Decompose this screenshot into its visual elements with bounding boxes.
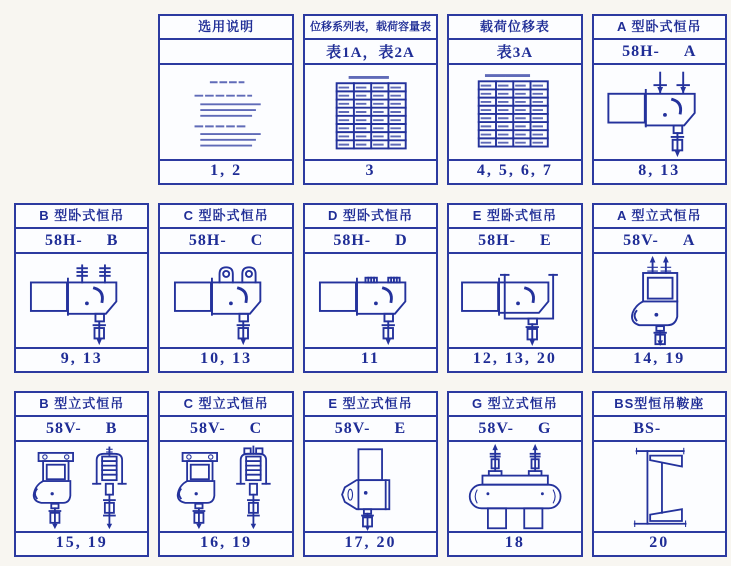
page-numbers: 14, 19: [594, 347, 725, 371]
model-letter: B: [105, 419, 118, 437]
page-numbers: 9, 13: [16, 347, 147, 371]
model-code-row: [305, 229, 436, 254]
type-g-vertical-hanger-drawing: [449, 442, 580, 531]
mini-data-table-drawing: [449, 65, 580, 159]
card-type-e-vertical: [303, 391, 438, 557]
model-code: 58H-: [622, 42, 660, 60]
page-numbers: 20: [594, 531, 725, 555]
model-code: 58V-: [46, 419, 82, 437]
model-code: 58V-: [623, 231, 659, 249]
model-letter: E: [539, 231, 552, 249]
model-letter: E: [394, 419, 407, 437]
selection-notes-drawing: [160, 65, 291, 159]
card-type-g-vertical: [447, 391, 582, 557]
page-numbers: 12, 13, 20: [449, 347, 580, 371]
card-title: 位移系列表，载荷容量表: [305, 16, 436, 40]
type-c-vertical-hanger-drawing: [160, 442, 291, 531]
page-numbers: 3: [305, 159, 436, 183]
type-d-horizontal-hanger-drawing: [305, 254, 436, 347]
card-type-e-horizontal: [447, 203, 582, 373]
model-code-row: [16, 417, 147, 442]
card-type-a-horizontal: [592, 14, 727, 185]
card-title: C 型卧式恒吊: [160, 205, 291, 229]
model-code-row: [305, 417, 436, 442]
page-numbers: 4, 5, 6, 7: [449, 159, 580, 183]
model-code-row: [160, 229, 291, 254]
page-numbers: 11: [305, 347, 436, 371]
card-type-c-horizontal: [158, 203, 293, 373]
model-code-row: [160, 417, 291, 442]
type-c-horizontal-hanger-drawing: [160, 254, 291, 347]
card-title: E 型立式恒吊: [305, 393, 436, 417]
card-title: A 型立式恒吊: [594, 205, 725, 229]
card-title: B 型立式恒吊: [16, 393, 147, 417]
page-numbers: 18: [449, 531, 580, 555]
type-b-vertical-hanger-drawing: [16, 442, 147, 531]
model-code: 58H-: [333, 231, 372, 249]
page-numbers: 8, 13: [594, 159, 725, 183]
model-code: 58H-: [44, 231, 83, 249]
model-letter: A: [683, 42, 697, 60]
card-title: B 型卧式恒吊: [16, 205, 147, 229]
page-numbers: 1, 2: [160, 159, 291, 183]
card-selection-notes: [158, 14, 293, 185]
model-letter: B: [106, 231, 119, 249]
model-code-row: [16, 229, 147, 254]
card-title: E 型卧式恒吊: [449, 205, 580, 229]
card-title: G 型立式恒吊: [449, 393, 580, 417]
card-grid: [14, 14, 727, 557]
page-numbers: 15, 19: [16, 531, 147, 555]
model-code: 58H-: [188, 231, 227, 249]
mini-data-table-drawing: [305, 65, 436, 159]
card-subtitle: [160, 40, 291, 65]
card-subtitle: 表3A: [449, 40, 580, 65]
card-title: A 型卧式恒吊: [594, 16, 725, 40]
model-code-row: [594, 40, 725, 65]
card-type-c-vertical: [158, 391, 293, 557]
model-code: 58V-: [478, 419, 515, 437]
type-e-vertical-hanger-drawing: [305, 442, 436, 531]
model-code-row: [594, 229, 725, 254]
model-code: 58V-: [334, 419, 371, 437]
model-code-row: [594, 417, 725, 442]
page-numbers: 16, 19: [160, 531, 291, 555]
model-code-row: [449, 229, 580, 254]
page-numbers: 10, 13: [160, 347, 291, 371]
card-type-b-horizontal: [14, 203, 149, 373]
page-numbers: 17, 20: [305, 531, 436, 555]
model-code: 58H-: [478, 231, 516, 249]
type-b-horizontal-hanger-drawing: [16, 254, 147, 347]
model-letter: C: [249, 419, 263, 437]
type-a-horizontal-hanger-drawing: [594, 65, 725, 159]
card-subtitle: 表1A，表2A: [305, 40, 436, 65]
card-displacement-series-table: [303, 14, 438, 185]
card-title: 选用说明: [160, 16, 291, 40]
model-letter: A: [682, 231, 696, 249]
card-type-d-horizontal: [303, 203, 438, 373]
card-title: BS型恒吊鞍座: [594, 393, 725, 417]
card-title: 载荷位移表: [449, 16, 580, 40]
card-type-a-vertical: [592, 203, 727, 373]
model-code: 58V-: [189, 419, 226, 437]
model-letter: C: [250, 231, 264, 249]
model-code-row: [449, 417, 580, 442]
bs-saddle-bracket-drawing: [594, 442, 725, 531]
card-type-b-vertical: [14, 391, 149, 557]
model-code: BS-: [633, 419, 662, 437]
type-e-horizontal-hanger-drawing: [449, 254, 580, 347]
type-a-vertical-hanger-drawing: [594, 254, 725, 347]
card-load-displacement-table: [447, 14, 582, 185]
card-title: C 型立式恒吊: [160, 393, 291, 417]
card-bs-saddle: [592, 391, 727, 557]
model-letter: G: [538, 419, 552, 437]
model-letter: D: [395, 231, 408, 249]
card-title: D 型卧式恒吊: [305, 205, 436, 229]
empty-slot: [14, 14, 149, 185]
